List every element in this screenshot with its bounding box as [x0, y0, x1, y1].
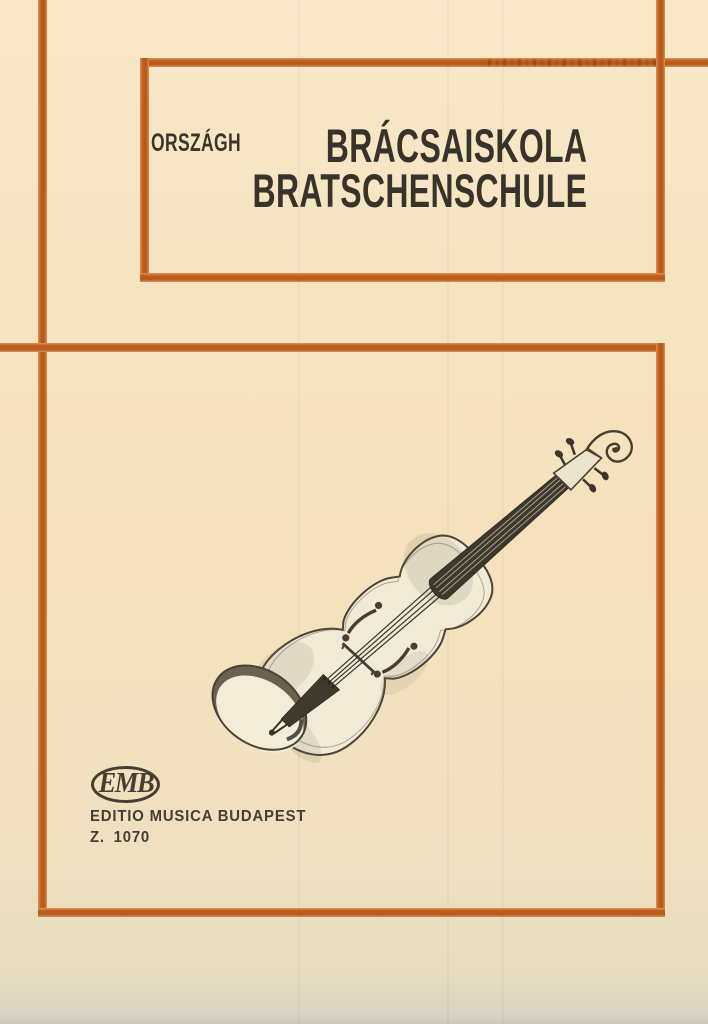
main-frame-top-rule: [0, 343, 665, 352]
print-smudge-artifact: [488, 59, 656, 66]
title-line-hungarian: BRÁCSAISKOLA: [325, 119, 587, 172]
plate-number: Z. 1070: [90, 829, 151, 846]
emb-logo-text: EMB: [98, 767, 153, 799]
publisher-name: EDITIO MUSICA BUDAPEST: [90, 808, 307, 825]
left-frame-rule: [38, 0, 47, 917]
author-name: ORSZÁGH: [151, 129, 241, 157]
title-frame-bottom-rule: [140, 273, 665, 282]
emb-logo: [91, 766, 160, 803]
main-frame-right-rule: [656, 343, 665, 917]
viola-engraving-icon: [186, 362, 682, 825]
viola-illustration: [186, 362, 682, 825]
title-line-german: BRATSCHENSCHULE: [252, 164, 587, 217]
title-block: [95, 119, 587, 217]
main-frame-bottom-rule: [38, 908, 665, 917]
title-frame-right-rule: [656, 0, 665, 282]
